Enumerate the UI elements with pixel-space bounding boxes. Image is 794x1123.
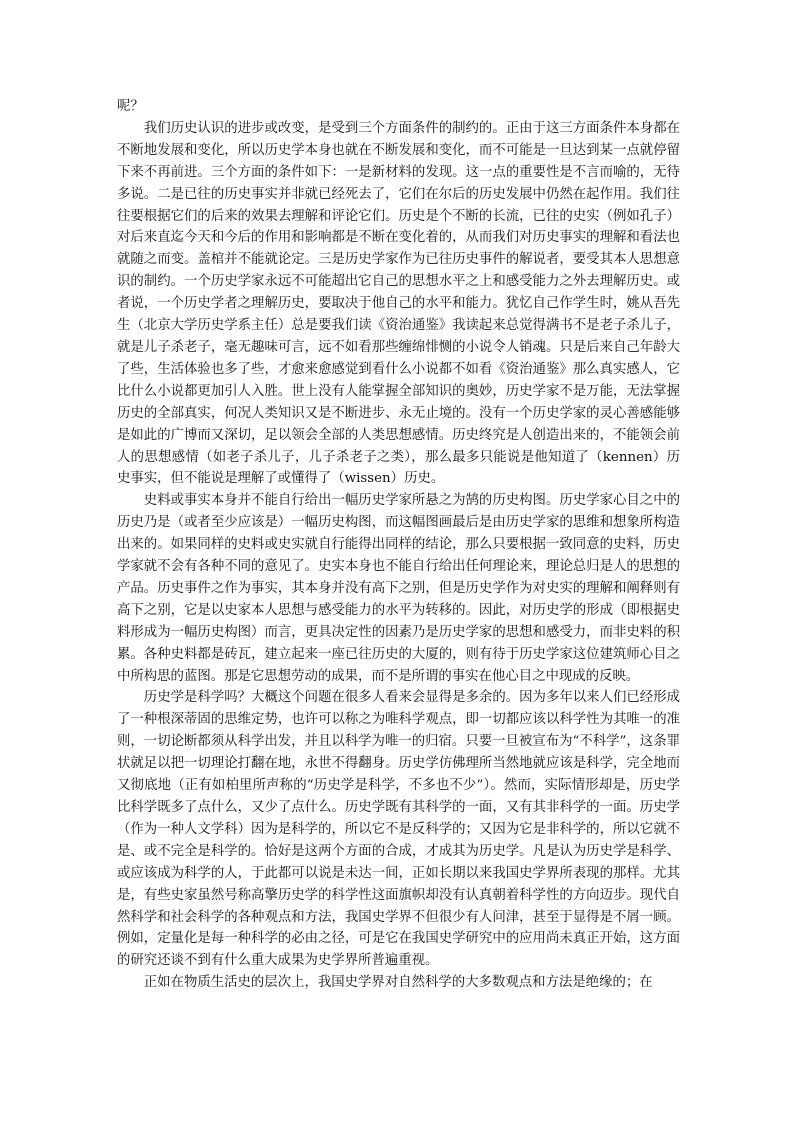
paragraph-conditions: 我们历史认识的进步或改变，是受到三个方面条件的制约的。正由于这三方面条件本身都在不断地发展和变化，所以历史学本身也就在不断发展和变化，而不可能是一旦达到某一点就停留下来不再前进。三个方面的条件如下：一是新材料的发现。这一点的重要性是不言而喻的，无待多说。二是已往的历史事实并非就已经死去了，它们在尔后的历史发展中仍然在起作用。我们往往要根据它们的后来的效果去理解和评论它们。历史是个不断的长流，已往的史实（例如孔子）对后来直迄今天和今后的作用和影响都是不断在变化着的，从而我们对历史事实的理解和看法也就随之而变。盖棺并不能就论定。三是历史学家作为已往历史事件的解说者，要受其本人思想意识的制约。一个历史学家永远不可能超出它自己的思想水平之上和感受能力之外去理解历史。或者说，一个历史学者之理解历史，要取决于他自己的水平和能力。犹忆自己作学生时，姚从吾先生（北京大学历史学系主任）总是要我们读《资治通鉴》我读起来总觉得满书不是老子杀儿子，就是儿子杀老子，毫无趣味可言，远不如看那些缠绵悱恻的小说令人销魂。只是后来自己年龄大了些，生活体验也多了些，才愈来愈感觉到看什么小说都不如看《资治通鉴》那么真实感人，它比什么小说都更加引人入胜。世上没有人能掌握全部知识的奥妙，历史学家不是万能，无法掌握历史的全部真实，何况人类知识又是不断进步、永无止境的。没有一个历史学家的灵心善感能够是如此的广博而又深切，足以领会全部的人类思想感情。历史终究是人创造出来的，不能领会前人的思想感情（如老子杀儿子，儿子杀老子之类），那么最多只能说是他知道了（kennen）历史事实，但不能说是理解了或懂得了（wissen）历史。 bbox=[117, 120, 680, 487]
paragraph-historical-picture: 史料或事实本身并不能自行给出一幅历史学家所悬之为鹄的历史构图。历史学家心目之中的历史乃是（或者至少应该是）一幅历史构图，而这幅图画最后是由历史学家的思维和想象所构造出来的。如果同样的史料或史实就自行能得出同样的结论，那么只要根据一致同意的史料，历史学家就不会有各种不同的意见了。史实本身也不能自行给出任何理论来，理论总归是人的思想的产品。历史事件之作为事实，其本身并没有高下之别，但是历史学作为对史实的理解和阐释则有高下之别，它是以史家本人思想与感受能力的水平为转移的。因此，对历史学的形成（即根据史料形成为一幅历史构图）而言，更具决定性的因素乃是历史学家的思想和感受力，而非史料的积累。各种史料都是砖瓦，建立起来一座已往历史的大厦的，则有待于历史学家这位建筑师心目之中所构思的蓝图。那是它思想劳动的成果，而不是所谓的事实在他心目之中现成的反映。 bbox=[117, 493, 680, 684]
paragraph-continuation: 呢？ bbox=[117, 99, 144, 114]
paragraph-material-life: 正如在物质生活史的层次上，我国史学界对自然科学的大多数观点和方法是绝缘的；在 bbox=[143, 975, 653, 991]
paragraph-is-history-science: 历史学是科学吗？大概这个问题在很多人看来会显得是多余的。因为多年以来人们已经形成了一种根深蒂固的思维定势，也许可以称之为唯科学观点，即一切都应该以科学性为其唯一的准则，一切论断都须从科学出发，并且以科学为唯一的归宿。只要一旦被宣布为“不科学”，这条罪状就足以把一切理论打翻在地，永世不得翻身。历史学仿佛理所当然地就应该是科学，完全地而又彻底地（正有如柏里所声称的“历史学是科学，不多也不少”）。然而，实际情形却是，历史学比科学既多了点什么，又少了点什么。历史学既有其科学的一面，又有其非科学的一面。历史学（作为一种人文学科）因为是科学的，所以它不是反科学的；又因为它是非科学的，所以它就不是、或不完全是科学的。恰好是这两个方面的合成，才成其为历史学。凡是认为历史学是科学、或应该成为科学的人，于此都可以说是未达一间，正如长期以来我国史学界所表现的那样。尤其是，有些史家虽然号称高擎历史学的科学性这面旗帜却没有认真朝着科学性的方向迈步。现代自然科学和社会科学的各种观点和方法，我国史学界不但很少有人问津，甚至于显得是不屑一顾。例如，定量化是每一种科学的必由之径，可是它在我国史学研究中的应用尚未真正开始，这方面的研究还谈不到有什么重大成果为史学界所普遍重视。 bbox=[117, 690, 680, 969]
